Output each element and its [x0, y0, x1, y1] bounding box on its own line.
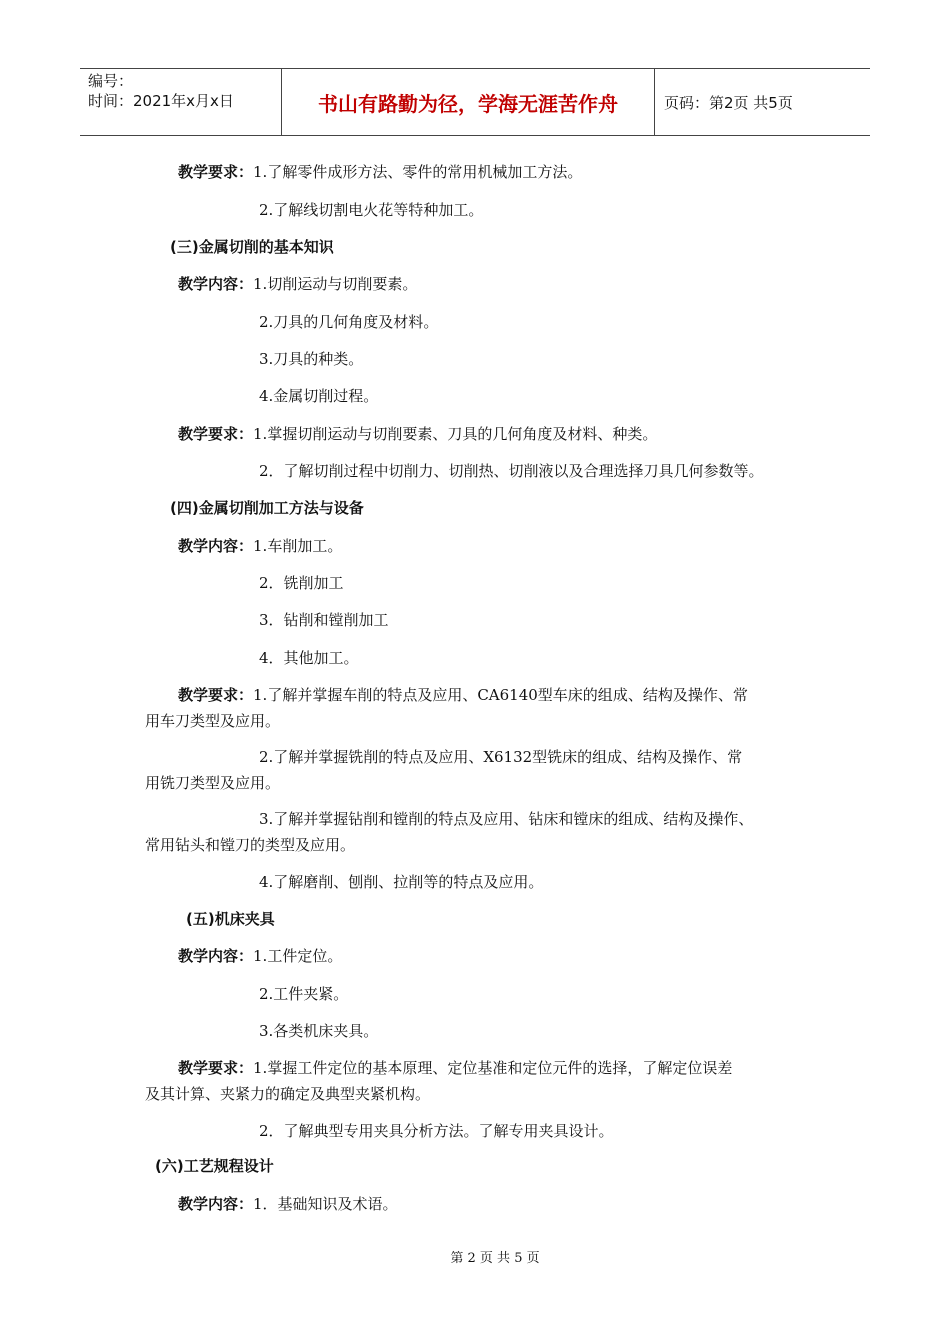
header-meta [80, 69, 282, 135]
line-text: 3.刀具的种类。 [259, 350, 364, 368]
page-header [80, 68, 870, 136]
body-line [259, 648, 359, 668]
body-line [259, 573, 344, 593]
section-heading: (六)工艺规程设计 [155, 1157, 274, 1175]
line-text: 2.工件夹紧。 [259, 985, 349, 1003]
line-text: 1.车削加工。 [253, 537, 343, 555]
date-label: 时间：2021年x月x日 [88, 92, 234, 110]
line-text: 1.工件定位。 [253, 947, 343, 965]
body-line [145, 711, 280, 731]
line-label: 教学内容： [178, 275, 254, 293]
line-text: 4．其他加工。 [259, 649, 359, 667]
body-line [178, 946, 342, 966]
line-text: 1．基础知识及术语。 [253, 1195, 398, 1213]
line-text: 2.了解线切割电火花等特种加工。 [259, 201, 484, 219]
body-line [178, 1058, 732, 1078]
body-line [259, 386, 378, 406]
line-label: 教学内容： [178, 537, 254, 555]
line-label: 教学要求： [178, 1059, 254, 1077]
body-line [178, 685, 748, 705]
line-text: 常用钻头和镗刀的类型及应用。 [145, 836, 356, 854]
body-line [145, 1084, 430, 1104]
line-text: 用车刀类型及应用。 [145, 712, 281, 730]
line-text: 用铣刀类型及应用。 [145, 774, 281, 792]
body-line [259, 349, 363, 369]
body-line [178, 1194, 398, 1214]
line-text: 及其计算、夹紧力的确定及典型夹紧机构。 [145, 1085, 431, 1103]
line-text: 1.了解并掌握车削的特点及应用、CA6140型车床的组成、结构及操作、常 [253, 686, 748, 704]
body-line [259, 1021, 378, 1041]
body-line [259, 747, 742, 767]
body-line [259, 809, 753, 829]
body-line [145, 835, 355, 855]
line-text: 1.掌握工件定位的基本原理、定位基准和定位元件的选择，了解定位误差 [253, 1059, 733, 1077]
line-label: 教学内容： [178, 1195, 254, 1213]
number-label: 编号： [88, 72, 134, 90]
section-heading: (三)金属切削的基本知识 [170, 238, 334, 256]
line-text: 3.各类机床夹具。 [259, 1022, 379, 1040]
header-page-info: 页码：第2页 共5页 [664, 93, 793, 112]
line-text: 3．钻削和镗削加工 [259, 611, 389, 629]
header-motto: 书山有路勤为径，学海无涯苦作舟 [282, 69, 655, 135]
line-text: 2．铣削加工 [259, 574, 344, 592]
line-text: 3.了解并掌握钻削和镗削的特点及应用、钻床和镗床的组成、结构及操作、 [259, 810, 754, 828]
body-line [178, 162, 582, 182]
body-line [259, 200, 483, 220]
line-label: 教学要求： [178, 686, 254, 704]
section-heading: (五)机床夹具 [186, 910, 275, 928]
body-line [178, 536, 342, 556]
section-heading: (四)金属切削加工方法与设备 [170, 499, 364, 517]
body-line [178, 274, 417, 294]
line-label: 教学要求： [178, 163, 254, 181]
line-text: 2.刀具的几何角度及材料。 [259, 313, 439, 331]
line-text: 1.切削运动与切削要素。 [253, 275, 418, 293]
body-line [259, 1121, 614, 1141]
line-text: 2.了解并掌握铣削的特点及应用、X6132型铣床的组成、结构及操作、常 [259, 748, 743, 766]
page-footer: 第 2 页 共 5 页 [450, 1251, 540, 1266]
line-label: 教学内容： [178, 947, 254, 965]
line-label: 教学要求： [178, 425, 254, 443]
body-line [259, 872, 543, 892]
body-line [259, 610, 389, 630]
body-line [145, 773, 280, 793]
line-text: 1.掌握切削运动与切削要素、刀具的几何角度及材料、种类。 [253, 425, 658, 443]
line-text: 4.了解磨削、刨削、拉削等的特点及应用。 [259, 873, 544, 891]
body-line [259, 461, 764, 481]
body-line [259, 984, 348, 1004]
line-text: 2．了解切削过程中切削力、切削热、切削液以及合理选择刀具几何参数等。 [259, 462, 764, 480]
line-text: 2．了解典型专用夹具分析方法。了解专用夹具设计。 [259, 1122, 614, 1140]
body-line [259, 312, 438, 332]
body-line [178, 424, 657, 444]
line-text: 1.了解零件成形方法、零件的常用机械加工方法。 [253, 163, 583, 181]
line-text: 4.金属切削过程。 [259, 387, 379, 405]
